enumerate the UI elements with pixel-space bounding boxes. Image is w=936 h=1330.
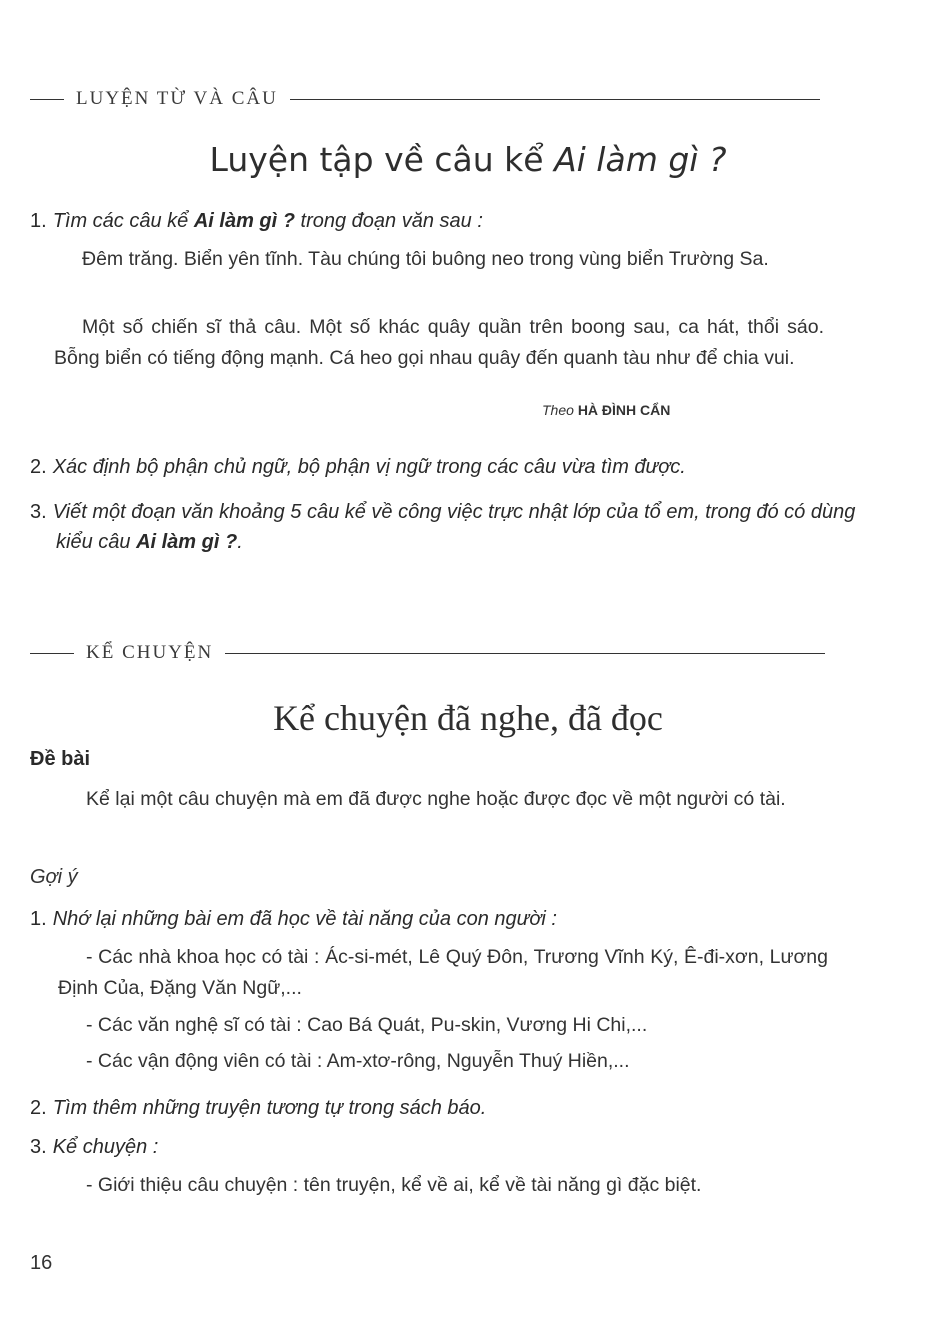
title-text: Luyện tập về câu kể bbox=[209, 140, 555, 179]
hint-item-text: - Các văn nghệ sĩ có tài : Cao Bá Quát, Pu-skin, Vương Hi Chi,... bbox=[86, 1014, 648, 1036]
section-label: LUYỆN TỪ VÀ CÂU bbox=[76, 88, 278, 109]
exercise-2 bbox=[30, 452, 840, 482]
passage-paragraph-2 bbox=[54, 312, 824, 374]
exercise-text-end: . bbox=[237, 531, 243, 553]
exercise-3 bbox=[30, 497, 856, 557]
hint-item-text: - Các vận động viên có tài : Am-xtơ-rông, Nguyễn Thuý Hiền,... bbox=[86, 1050, 630, 1072]
hint-1 bbox=[30, 904, 830, 934]
passage-text: Một số chiến sĩ thả câu. Một số khác quây quần trên boong sau, ca hát, thổi sáo. Bỗng biển có tiếng động mạnh. Cá heo gọi nhau quây đến quanh tàu như để chia vui. bbox=[54, 316, 824, 369]
topic-text bbox=[58, 784, 826, 815]
hint-2 bbox=[30, 1093, 830, 1123]
passage-source bbox=[542, 402, 670, 418]
exercise-number: 1. bbox=[30, 210, 47, 232]
exercise-text: Tìm các câu kể bbox=[52, 210, 194, 232]
section-header-ke-chuyen bbox=[30, 642, 825, 664]
rule-line-left bbox=[30, 99, 64, 100]
hint-1-item-2 bbox=[58, 1010, 828, 1041]
hint-text: Kể chuyện : bbox=[52, 1136, 159, 1158]
rule-line-right bbox=[225, 653, 825, 654]
hint-3 bbox=[30, 1132, 830, 1162]
hint-item-text: - Giới thiệu câu chuyện : tên truyện, kể về ai, kể về tài năng gì đặc biệt. bbox=[86, 1174, 702, 1196]
lesson-title-1 bbox=[0, 140, 936, 179]
hint-number: 1. bbox=[30, 908, 47, 930]
exercise-number: 3. bbox=[30, 501, 47, 523]
passage-text: Đêm trăng. Biển yên tĩnh. Tàu chúng tôi buông neo trong vùng biển Trường Sa. bbox=[82, 248, 769, 270]
hint-item-text: - Các nhà khoa học có tài : Ác-si-mét, Lê Quý Đôn, Trương Vĩnh Ký, Ê-đi-xơn, Lương Định Của, Đặng Văn Ngữ,... bbox=[58, 946, 828, 999]
lesson-title-2: Kể chuyện đã nghe, đã đọc bbox=[273, 698, 663, 738]
exercise-text-end: trong đoạn văn sau : bbox=[294, 210, 483, 232]
hint-text: Nhớ lại những bài em đã học về tài năng của con người : bbox=[52, 908, 557, 930]
topic-body: Kể lại một câu chuyện mà em đã được nghe hoặc được đọc về một người có tài. bbox=[86, 788, 786, 810]
rule-line-left bbox=[30, 653, 74, 654]
section-header-luyen-tu-va-cau bbox=[30, 88, 820, 110]
hint-1-item-1 bbox=[58, 942, 828, 1004]
passage-paragraph-1 bbox=[54, 244, 824, 275]
rule-line-right bbox=[290, 99, 820, 100]
topic-heading: Đề bài bbox=[30, 748, 91, 770]
hint-number: 3. bbox=[30, 1136, 47, 1158]
exercise-1 bbox=[30, 206, 830, 236]
hint-number: 2. bbox=[30, 1097, 47, 1119]
exercise-number: 2. bbox=[30, 456, 47, 478]
exercise-bold-text: Ai làm gì ? bbox=[193, 210, 295, 232]
hint-label: Gợi ý bbox=[30, 866, 78, 888]
hint-1-item-3 bbox=[58, 1046, 828, 1077]
title-italic-text: Ai làm gì ? bbox=[554, 140, 727, 179]
exercise-bold-text: Ai làm gì ? bbox=[136, 531, 238, 553]
source-author: HÀ ĐÌNH CẨN bbox=[577, 402, 671, 418]
source-prefix: Theo bbox=[542, 402, 574, 418]
hint-text: Tìm thêm những truyện tương tự trong sách báo. bbox=[52, 1097, 487, 1119]
section-label: KỂ CHUYỆN bbox=[86, 642, 214, 663]
page-number: 16 bbox=[30, 1252, 53, 1274]
exercise-text: Xác định bộ phận chủ ngữ, bộ phận vị ngữ trong các câu vừa tìm được. bbox=[52, 456, 686, 478]
exercise-text: Viết một đoạn văn khoảng 5 câu kể về công việc trực nhật lớp của tổ em, trong đó có dùng kiểu câu bbox=[52, 501, 856, 553]
hint-3-item bbox=[58, 1170, 828, 1201]
